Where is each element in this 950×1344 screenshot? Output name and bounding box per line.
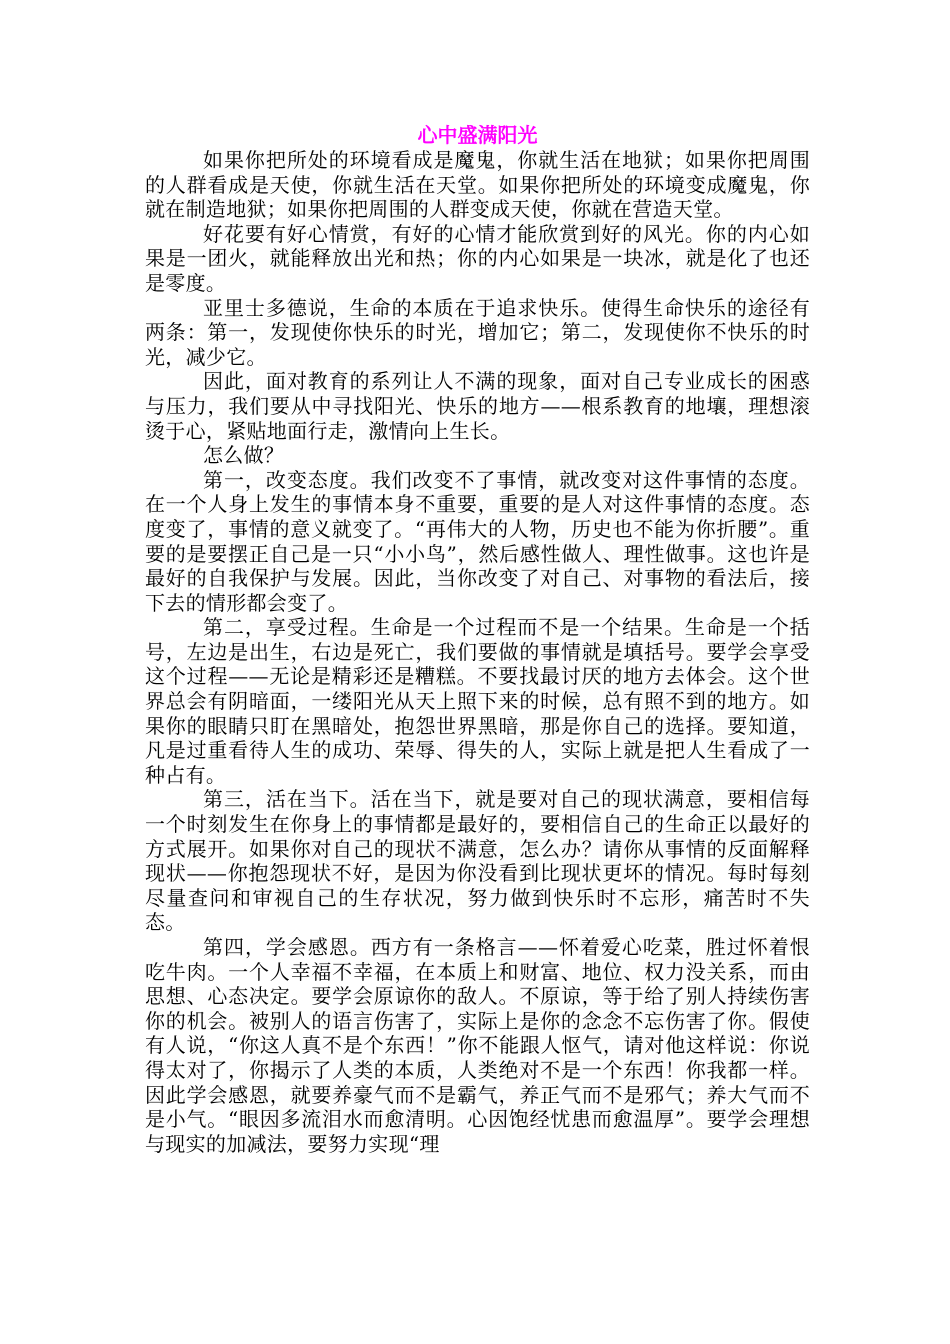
document-page — [145, 118, 810, 1156]
paragraph-aristotle: 亚里士多德说，生命的本质在于追求快乐。使得生命快乐的途径有两条：第一，发现使你快乐的时光，增加它；第二，发现使你不快乐的时光，减少它。 — [145, 295, 810, 369]
paragraph-environment: 如果你把所处的环境看成是魔鬼，你就生活在地狱；如果你把周围的人群看成是天使，你就生活在天堂。如果你把所处的环境变成魔鬼，你就在制造地狱；如果你把周围的人群变成天使，你就在营造天堂。 — [145, 148, 810, 222]
paragraph-first-attitude: 第一，改变态度。我们改变不了事情，就改变对这件事情的态度。在一个人身上发生的事情本身不重要，重要的是人对这件事情的态度。态度变了，事情的意义就变了。“再伟大的人物，历史也不能为你折腰”。重要的是要摆正自己是一只“小小鸟”，然后感性做人、理性做事。这也许是最好的自我保护与发展。因此，当你改变了对自己、对事物的看法后，接下去的情形都会变了。 — [145, 467, 810, 615]
paragraph-third-present: 第三，活在当下。活在当下，就是要对自己的现状满意，要相信每一个时刻发生在你身上的事情都是最好的，要相信自己的生命正以最好的方式展开。如果你对自己的现状不满意，怎么办？请你从事情的反面解释现状——你抱怨现状不好，是因为你没看到比现状更坏的情况。每时每刻尽量查问和审视自己的生存状况，努力做到快乐时不忘形，痛苦时不失态。 — [145, 787, 810, 935]
paragraph-mood: 好花要有好心情赏，有好的心情才能欣赏到好的风光。你的内心如果是一团火，就能释放出光和热；你的内心如果是一块冰，就是化了也还是零度。 — [145, 221, 810, 295]
document-title: 心中盛满阳光 — [417, 123, 538, 147]
paragraph-second-process: 第二，享受过程。生命是一个过程而不是一个结果。生命是一个括号，左边是出生，右边是死亡，我们要做的事情就是填括号。要学会享受这个过程——无论是精彩还是糟糕。不要找最讨厌的地方去体会。这个世界总会有阴暗面，一缕阳光从天上照下来的时候，总有照不到的地方。如果你的眼睛只盯在黑暗处，抱怨世界黑暗，那是你自己的选择。要知道，凡是过重看待人生的成功、荣辱、得失的人，实际上就是把人生看成了一种占有。 — [145, 615, 810, 787]
paragraph-how: 怎么做？ — [203, 443, 285, 468]
paragraph-fourth-gratitude: 第四，学会感恩。西方有一条格言——怀着爱心吃菜，胜过怀着恨吃牛肉。一个人幸福不幸福，在本质上和财富、地位、权力没关系，而由思想、心态决定。要学会原谅你的敌人。不原谅，等于给了别人持续伤害你的机会。被别人的语言伤害了，实际上是你的念念不忘伤害了你。假使有人说，“你这人真不是个东西！”你不能跟人怄气，请对他这样说：你说得太对了，你揭示了人类的本质，人类绝对不是一个东西！你我都一样。因此学会感恩，就要养豪气而不是霸气，养正气而不是邪气；养大气而不是小气。“眼因多流泪水而愈清明。心因饱经忧患而愈温厚”。要学会理想与现实的加减法，要努力实现“理 — [145, 935, 810, 1156]
paragraph-therefore: 因此，面对教育的系列让人不满的现象，面对自己专业成长的困惑与压力，我们要从中寻找阳光、快乐的地方——根系教育的地壤，理想滚烫于心，紧贴地面行走，激情向上生长。 — [145, 369, 810, 443]
